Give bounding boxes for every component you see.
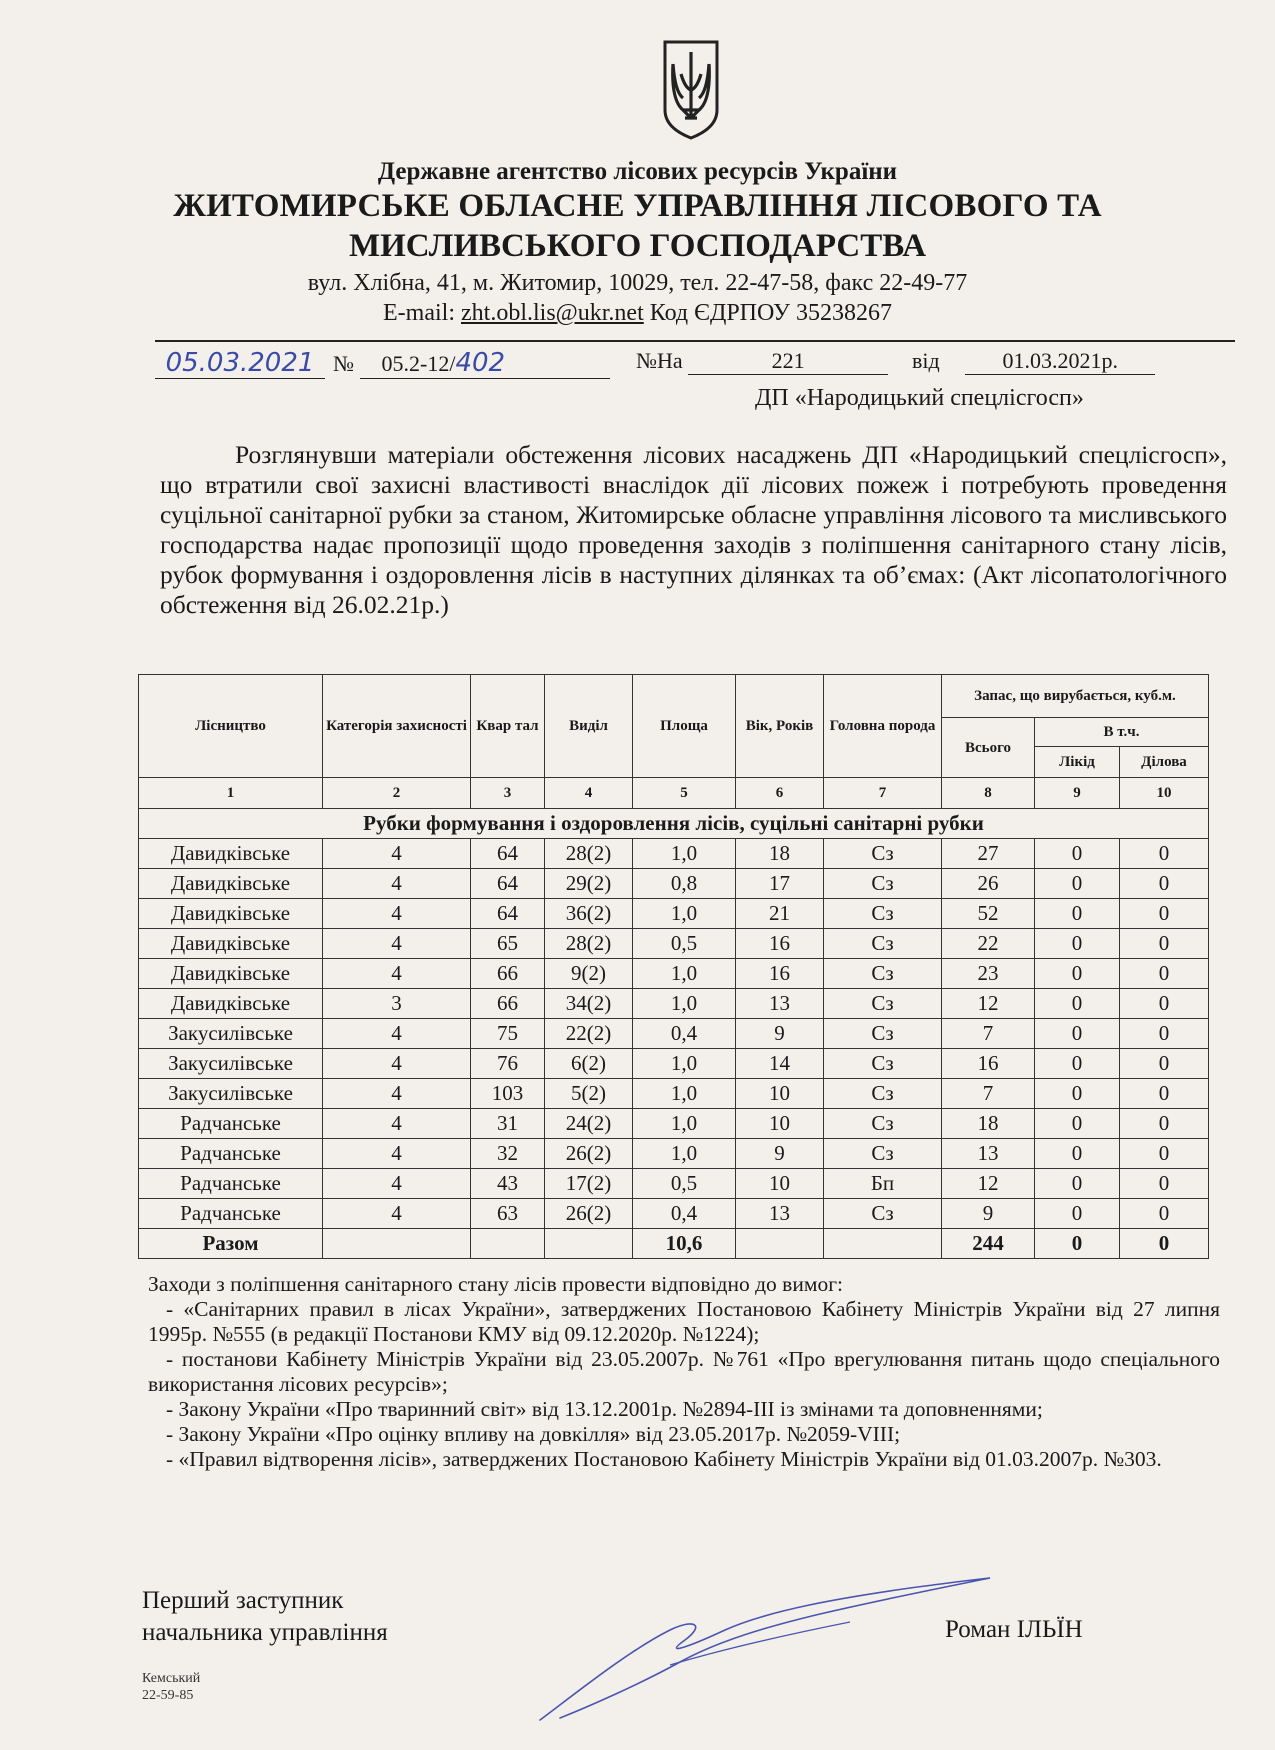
cell-stock-business: 0	[1120, 1049, 1209, 1079]
cell-age: 16	[736, 929, 824, 959]
cell-age: 10	[736, 1169, 824, 1199]
cell-category: 4	[323, 1139, 471, 1169]
trident-emblem-icon	[661, 40, 721, 140]
cell-stock-liquid: 0	[1035, 989, 1120, 1019]
cell-stock-total: 12	[942, 989, 1035, 1019]
measures-block	[148, 1272, 1220, 1472]
total-business: 0	[1120, 1229, 1209, 1259]
org-name-line1: ЖИТОМИРСЬКЕ ОБЛАСНЕ УПРАВЛІННЯ ЛІСОВОГО ТА	[173, 188, 1102, 224]
outgoing-date-handwritten: 05.03.2021	[155, 348, 325, 379]
header-quarter: Квар тал	[471, 675, 545, 778]
table-row	[139, 1139, 1209, 1169]
column-number: 8	[942, 778, 1035, 809]
cell-stock-liquid: 0	[1035, 869, 1120, 899]
column-number: 1	[139, 778, 323, 809]
cell-forestry: Давидківське	[139, 989, 323, 1019]
cell-stock-business: 0	[1120, 1109, 1209, 1139]
total-area: 10,6	[633, 1229, 736, 1259]
edrpou-code: Код ЄДРПОУ 35238267	[649, 300, 892, 326]
cell-stock-business: 0	[1120, 899, 1209, 929]
table-total-row	[139, 1229, 1209, 1259]
recipient: ДП «Народицький спецлісгосп»	[755, 385, 1084, 411]
cell-species: Сз	[824, 929, 942, 959]
org-address: вул. Хлібна, 41, м. Житомир, 10029, тел. 22-47-58, факс 22-49-77	[307, 270, 968, 296]
cell-age: 17	[736, 869, 824, 899]
cell-stock-total: 27	[942, 839, 1035, 869]
measures-intro: Заходи з поліпшення санітарного стану лісів провести відповідно до вимог:	[148, 1272, 843, 1296]
column-number: 10	[1120, 778, 1209, 809]
felling-table	[138, 674, 1209, 1259]
from-label: від	[912, 348, 940, 373]
cell-forestry: Радчанське	[139, 1199, 323, 1229]
cell-section: 22(2)	[545, 1019, 633, 1049]
table-row	[139, 1199, 1209, 1229]
cell-stock-total: 26	[942, 869, 1035, 899]
cell-area: 0,4	[633, 1199, 736, 1229]
email-label: E-mail:	[383, 300, 455, 326]
cell-area: 0,5	[633, 929, 736, 959]
column-number: 2	[323, 778, 471, 809]
cell-stock-total: 16	[942, 1049, 1035, 1079]
incoming-date	[912, 348, 1155, 375]
cell-forestry: Радчанське	[139, 1169, 323, 1199]
cell-stock-business: 0	[1120, 959, 1209, 989]
cell-quarter: 65	[471, 929, 545, 959]
measure-item: - «Санітарних правил в лісах України», затверджених Постановою Кабінету Міністрів України від 27 липня 1995р. №555 (в редакції Постанови КМУ від 09.12.2020р. №1224);	[148, 1297, 1220, 1346]
cell-stock-liquid: 0	[1035, 1169, 1120, 1199]
cell-area: 1,0	[633, 1079, 736, 1109]
signer-title-line1: Перший заступник	[142, 1587, 344, 1614]
column-number: 9	[1035, 778, 1120, 809]
cell-forestry: Давидківське	[139, 899, 323, 929]
column-number: 6	[736, 778, 824, 809]
handwritten-signature	[520, 1570, 1000, 1730]
cell-area: 1,0	[633, 989, 736, 1019]
table-row	[139, 839, 1209, 869]
cell-stock-business: 0	[1120, 839, 1209, 869]
cell-quarter: 66	[471, 989, 545, 1019]
cell-stock-business: 0	[1120, 1079, 1209, 1109]
cell-stock-liquid: 0	[1035, 1049, 1120, 1079]
cell-area: 1,0	[633, 1139, 736, 1169]
cell-forestry: Давидківське	[139, 929, 323, 959]
cell-section: 29(2)	[545, 869, 633, 899]
cell-quarter: 64	[471, 839, 545, 869]
cell-section: 24(2)	[545, 1109, 633, 1139]
empty-cell	[545, 1229, 633, 1259]
cell-quarter: 32	[471, 1139, 545, 1169]
measure-item: - «Правил відтворення лісів», затверджених Постановою Кабінету Міністрів України від 01.03.2007р. №303.	[166, 1447, 1162, 1471]
cell-stock-business: 0	[1120, 929, 1209, 959]
cell-age: 10	[736, 1109, 824, 1139]
cell-category: 4	[323, 1169, 471, 1199]
cell-species: Сз	[824, 1079, 942, 1109]
empty-cell	[824, 1229, 942, 1259]
cell-species: Сз	[824, 1049, 942, 1079]
header-liquid: Лікід	[1035, 747, 1120, 778]
cell-stock-liquid: 0	[1035, 1139, 1120, 1169]
header-incl: В т.ч.	[1035, 718, 1209, 747]
cell-section: 34(2)	[545, 989, 633, 1019]
cell-stock-liquid: 0	[1035, 959, 1120, 989]
on-label: №На	[636, 348, 683, 373]
cell-stock-total: 18	[942, 1109, 1035, 1139]
cell-age: 9	[736, 1139, 824, 1169]
cell-stock-total: 7	[942, 1079, 1035, 1109]
header-forestry: Лісництво	[139, 675, 323, 778]
header-stock: Запас, що вирубається, куб.м.	[942, 675, 1209, 718]
cell-forestry: Давидківське	[139, 959, 323, 989]
measure-item: - Закону України «Про оцінку впливу на довкілля» від 23.05.2017р. №2059-VIII;	[166, 1422, 901, 1446]
header-section: Виділ	[545, 675, 633, 778]
cell-section: 5(2)	[545, 1079, 633, 1109]
cell-stock-total: 52	[942, 899, 1035, 929]
cell-category: 4	[323, 959, 471, 989]
column-number: 7	[824, 778, 942, 809]
empty-cell	[471, 1229, 545, 1259]
number-printed: 05.2-12/	[381, 351, 456, 376]
cell-age: 13	[736, 989, 824, 1019]
cell-quarter: 64	[471, 899, 545, 929]
cell-area: 1,0	[633, 1109, 736, 1139]
org-contacts	[0, 300, 1275, 327]
total-stock: 244	[942, 1229, 1035, 1259]
table-row	[139, 1079, 1209, 1109]
table-row	[139, 869, 1209, 899]
cell-age: 10	[736, 1079, 824, 1109]
cell-section: 28(2)	[545, 839, 633, 869]
header-category: Категорія захисності	[323, 675, 471, 778]
cell-category: 3	[323, 989, 471, 1019]
measure-item: - постанови Кабінету Міністрів України від 23.05.2007р. №761 «Про врегулювання питань щодо спеціального використання лісових ресурсів»;	[148, 1347, 1220, 1396]
cell-age: 18	[736, 839, 824, 869]
cell-quarter: 75	[471, 1019, 545, 1049]
table-row	[139, 989, 1209, 1019]
cell-category: 4	[323, 1019, 471, 1049]
cell-stock-liquid: 0	[1035, 1079, 1120, 1109]
cell-area: 1,0	[633, 839, 736, 869]
cell-area: 0,4	[633, 1019, 736, 1049]
table-row	[139, 1049, 1209, 1079]
outgoing-date	[155, 348, 325, 379]
table-row	[139, 959, 1209, 989]
cell-area: 1,0	[633, 959, 736, 989]
cell-species: Сз	[824, 899, 942, 929]
cell-forestry: Закусилівське	[139, 1019, 323, 1049]
cell-stock-business: 0	[1120, 989, 1209, 1019]
cell-section: 17(2)	[545, 1169, 633, 1199]
cell-category: 4	[323, 899, 471, 929]
cell-age: 14	[736, 1049, 824, 1079]
cell-stock-total: 7	[942, 1019, 1035, 1049]
cell-section: 28(2)	[545, 929, 633, 959]
agency-name: Державне агентство лісових ресурсів України	[377, 158, 898, 185]
cell-quarter: 76	[471, 1049, 545, 1079]
table-row	[139, 1109, 1209, 1139]
table-row	[139, 929, 1209, 959]
cell-forestry: Закусилівське	[139, 1079, 323, 1109]
email-link[interactable]: zht.obl.lis@ukr.net	[461, 300, 644, 326]
header-area: Площа	[633, 675, 736, 778]
cell-forestry: Давидківське	[139, 839, 323, 869]
cell-stock-total: 12	[942, 1169, 1035, 1199]
cell-stock-liquid: 0	[1035, 1019, 1120, 1049]
cell-stock-total: 13	[942, 1139, 1035, 1169]
executor-info	[142, 1670, 200, 1704]
cell-stock-liquid: 0	[1035, 899, 1120, 929]
cell-stock-business: 0	[1120, 1019, 1209, 1049]
cell-area: 1,0	[633, 899, 736, 929]
org-name-line2: МИСЛИВСЬКОГО ГОСПОДАРСТВА	[348, 228, 927, 264]
cell-species: Сз	[824, 959, 942, 989]
cell-section: 26(2)	[545, 1199, 633, 1229]
cell-forestry: Радчанське	[139, 1139, 323, 1169]
header-age: Вік, Років	[736, 675, 824, 778]
incoming-date-value: 01.03.2021р.	[965, 348, 1155, 375]
executor-phone: 22-59-85	[142, 1688, 194, 1703]
cell-stock-business: 0	[1120, 1169, 1209, 1199]
body-paragraph: Розглянувши матеріали обстеження лісових насаджень ДП «Народицький спецлісгосп», що втратили свої захисні властивості внаслідок дії лісових пожеж і потребують проведення суцільної санітарної рубки за станом, Житомирське обласне управління лісового та мисливського господарства надає пропозиції щодо проведення заходів з поліпшення санітарного стану лісів, рубок формування і оздоровлення лісів в наступних ділянках та об’ємах: (Акт лісопатологічного обстеження від 26.02.21р.)	[160, 440, 1227, 619]
cell-species: Сз	[824, 869, 942, 899]
cell-category: 4	[323, 869, 471, 899]
column-number: 4	[545, 778, 633, 809]
cell-category: 4	[323, 929, 471, 959]
cell-section: 9(2)	[545, 959, 633, 989]
header-species: Головна порода	[824, 675, 942, 778]
cell-stock-liquid: 0	[1035, 1109, 1120, 1139]
cell-stock-liquid: 0	[1035, 1199, 1120, 1229]
empty-cell	[323, 1229, 471, 1259]
header-total: Всього	[942, 718, 1035, 778]
section-title: Рубки формування і оздоровлення лісів, суцільні санітарні рубки	[139, 809, 1209, 839]
cell-stock-business: 0	[1120, 1199, 1209, 1229]
cell-category: 4	[323, 1199, 471, 1229]
cell-section: 6(2)	[545, 1049, 633, 1079]
cell-species: Бп	[824, 1169, 942, 1199]
incoming-number	[636, 348, 888, 375]
cell-forestry: Радчанське	[139, 1109, 323, 1139]
column-number: 5	[633, 778, 736, 809]
cell-species: Сз	[824, 1139, 942, 1169]
executor-name: Кемський	[142, 1671, 201, 1686]
cell-stock-liquid: 0	[1035, 839, 1120, 869]
number-handwritten: 402	[455, 348, 506, 378]
cell-age: 21	[736, 899, 824, 929]
cell-stock-business: 0	[1120, 1139, 1209, 1169]
cell-species: Сз	[824, 1109, 942, 1139]
column-number-row	[139, 778, 1209, 809]
cell-quarter: 63	[471, 1199, 545, 1229]
cell-species: Сз	[824, 839, 942, 869]
signer-title-line2: начальника управління	[142, 1619, 388, 1646]
cell-stock-business: 0	[1120, 869, 1209, 899]
total-liquid: 0	[1035, 1229, 1120, 1259]
empty-cell	[736, 1229, 824, 1259]
outgoing-number	[333, 348, 610, 379]
number-field	[360, 348, 610, 379]
cell-species: Сз	[824, 1199, 942, 1229]
number-label: №	[333, 351, 354, 376]
cell-quarter: 64	[471, 869, 545, 899]
cell-category: 4	[323, 1049, 471, 1079]
signer-name: Роман ІЛЬЇН	[945, 1616, 1083, 1643]
cell-stock-total: 23	[942, 959, 1035, 989]
cell-forestry: Давидківське	[139, 869, 323, 899]
cell-quarter: 31	[471, 1109, 545, 1139]
cell-species: Сз	[824, 989, 942, 1019]
header-divider	[155, 340, 1235, 342]
table-row	[139, 899, 1209, 929]
cell-quarter: 103	[471, 1079, 545, 1109]
cell-area: 0,5	[633, 1169, 736, 1199]
column-number: 3	[471, 778, 545, 809]
cell-area: 1,0	[633, 1049, 736, 1079]
cell-stock-total: 22	[942, 929, 1035, 959]
measures-list	[148, 1297, 1220, 1472]
cell-quarter: 66	[471, 959, 545, 989]
cell-stock-total: 9	[942, 1199, 1035, 1229]
cell-category: 4	[323, 1109, 471, 1139]
cell-section: 36(2)	[545, 899, 633, 929]
signer-title	[142, 1585, 388, 1649]
cell-age: 13	[736, 1199, 824, 1229]
header-business: Ділова	[1120, 747, 1209, 778]
cell-category: 4	[323, 839, 471, 869]
cell-age: 16	[736, 959, 824, 989]
cell-area: 0,8	[633, 869, 736, 899]
measure-item: - Закону України «Про тваринний світ» від 13.12.2001р. №2894-ІІІ із змінами та доповненнями;	[166, 1397, 1043, 1421]
cell-quarter: 43	[471, 1169, 545, 1199]
cell-category: 4	[323, 1079, 471, 1109]
cell-section: 26(2)	[545, 1139, 633, 1169]
cell-stock-liquid: 0	[1035, 929, 1120, 959]
table-row	[139, 1019, 1209, 1049]
cell-forestry: Закусилівське	[139, 1049, 323, 1079]
cell-species: Сз	[824, 1019, 942, 1049]
incoming-number-value: 221	[688, 348, 888, 375]
table-row	[139, 1169, 1209, 1199]
cell-age: 9	[736, 1019, 824, 1049]
total-label: Разом	[139, 1229, 323, 1259]
